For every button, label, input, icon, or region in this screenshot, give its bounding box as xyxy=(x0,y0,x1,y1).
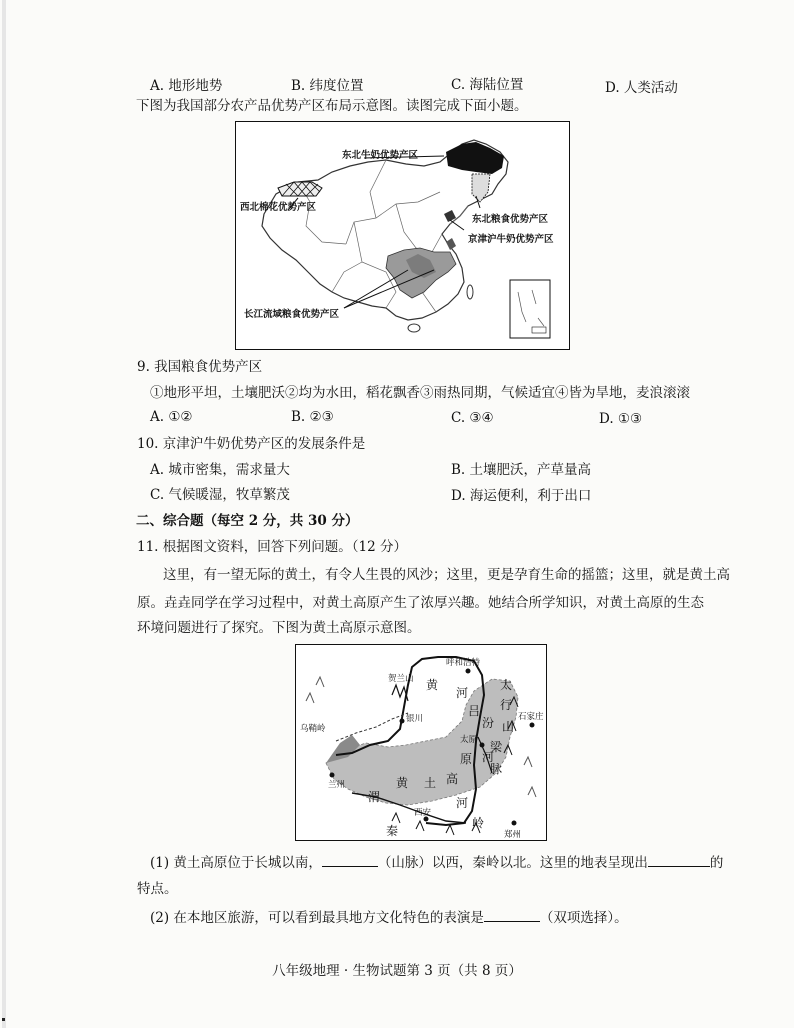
char-liang: 梁 xyxy=(490,740,503,754)
q10-option-b: B. 土壤肥沃，产草量高 xyxy=(451,462,592,478)
q11-stem: 11. 根据图文资料，回答下列问题。（12 分） xyxy=(137,539,407,555)
loess-plateau-map-svg xyxy=(296,645,546,840)
q9-option-d: D. ①③ xyxy=(599,411,643,427)
q11-paragraph-line-2: 原。垚垚同学在学习过程中，对黄土高原产生了浓厚兴趣。她结合所学知识，对黄土高原的生态 xyxy=(137,595,704,611)
city-marker-huhehaote xyxy=(466,669,471,674)
q10-stem: 10. 京津沪牛奶优势产区的发展条件是 xyxy=(137,436,366,452)
char-huang-2: 黄 xyxy=(396,776,409,790)
label-northeast-milk: 东北牛奶优势产区 xyxy=(342,150,419,161)
char-lv: 吕 xyxy=(468,704,481,718)
q11-sub1-line1 xyxy=(150,854,723,872)
q8-option-b: B. 纬度位置 xyxy=(291,78,364,94)
city-marker-taiyuan xyxy=(480,743,485,748)
q11-sub2 xyxy=(150,909,628,927)
city-marker-yinchuan xyxy=(400,719,405,724)
q11-sub2-part-a: (2) 在本地区旅游，可以看到最具地方文化特色的表演是 xyxy=(150,910,484,926)
char-qin: 秦 xyxy=(386,824,399,838)
city-marker-lanzhou xyxy=(330,773,335,778)
place-yinchuan: 银川 xyxy=(406,714,424,724)
char-huang-1: 黄 xyxy=(426,678,439,692)
scan-dot xyxy=(2,1018,5,1021)
char-he-3: 河 xyxy=(456,796,469,810)
label-northwest-cotton: 西北棉花优势产区 xyxy=(240,202,317,213)
place-huhehaote: 呼和浩特 xyxy=(446,658,481,668)
city-marker-zhengzhou xyxy=(512,821,517,826)
q8-option-c: C. 海陆位置 xyxy=(451,77,524,93)
place-shijiazhuang: 石家庄 xyxy=(518,712,544,722)
q9-option-c: C. ③④ xyxy=(451,410,494,426)
q11-paragraph-line-3: 环境问题进行了探究。下图为黄土高原示意图。 xyxy=(137,620,421,636)
char-fen: 汾 xyxy=(482,716,495,730)
china-map-svg xyxy=(236,122,569,349)
q11-sub1-part-c: 的 xyxy=(709,855,724,871)
label-northeast-grain: 东北粮食优势产区 xyxy=(472,214,549,225)
q11-sub2-part-b: （双项选择）。 xyxy=(539,910,628,926)
q11-sub1-part-b: （山脉）以西，秦岭以北。这里的地表呈现出 xyxy=(377,855,648,871)
place-lanzhou: 兰州 xyxy=(328,780,346,790)
q11-sub1-line2: 特点。 xyxy=(137,881,178,897)
label-jingjinhu-milk: 京津沪牛奶优势产区 xyxy=(468,234,554,245)
scan-edge-mark xyxy=(2,0,6,1028)
place-zhengzhou: 郑州 xyxy=(504,830,522,840)
q9-stem: 9. 我国粮食优势产区 xyxy=(137,359,263,375)
q9-option-b: B. ②③ xyxy=(291,409,334,425)
q9-statements: ①地形平坦，土壤肥沃②均为水田，稻花飘香③雨热同期，气候适宜④皆为旱地，麦浪滚滚 xyxy=(150,385,690,401)
char-yuan: 原 xyxy=(460,752,473,766)
place-xian: 西安 xyxy=(414,808,432,818)
char-ling: 岭 xyxy=(472,816,485,830)
map-intro: 下图为我国部分农产品优势产区布局示意图。读图完成下面小题。 xyxy=(136,98,528,114)
q9-option-a: A. ①② xyxy=(150,409,193,425)
page-footer: 八年级地理 · 生物试题第 3 页（共 8 页） xyxy=(272,963,522,979)
answer-blank-performance[interactable] xyxy=(484,909,540,922)
q11-sub1-part-a: (1) 黄土高原位于长城以南， xyxy=(150,855,322,871)
place-wushaoling: 乌鞘岭 xyxy=(300,724,326,734)
char-wei: 渭 xyxy=(368,790,381,804)
char-gao: 高 xyxy=(446,772,459,786)
char-tu: 土 xyxy=(424,776,437,790)
char-shan: 山 xyxy=(502,720,515,734)
label-yangtze-grain: 长江流域粮食优势产区 xyxy=(244,309,340,320)
section-2-title: 二、综合题（每空 2 分，共 30 分） xyxy=(136,513,359,529)
char-he-2: 河 xyxy=(482,750,495,764)
place-helan: 贺兰山 xyxy=(388,674,414,684)
char-mai: 脉 xyxy=(490,762,503,776)
q10-option-c: C. 气候暖湿，牧草繁茂 xyxy=(150,487,290,503)
char-hang: 行 xyxy=(500,698,513,712)
china-map-figure xyxy=(235,121,570,350)
q10-option-d: D. 海运便利，利于出口 xyxy=(451,488,592,504)
q8-option-d: D. 人类活动 xyxy=(605,80,678,96)
place-taiyuan: 太原 xyxy=(460,735,478,745)
char-tai: 太 xyxy=(500,678,513,692)
answer-blank-surface[interactable] xyxy=(648,854,710,867)
q10-option-a: A. 城市密集，需求量大 xyxy=(150,462,290,478)
city-marker-shijiazhuang xyxy=(530,723,535,728)
char-he-1: 河 xyxy=(456,686,469,700)
loess-plateau-map-figure xyxy=(295,644,547,841)
q11-paragraph-line-1: 这里，有一望无际的黄土，有令人生畏的风沙；这里，更是孕育生命的摇篮；这里，就是黄土高 xyxy=(163,567,730,583)
answer-blank-mountain[interactable] xyxy=(322,854,378,867)
q8-option-a: A. 地形地势 xyxy=(150,78,223,94)
